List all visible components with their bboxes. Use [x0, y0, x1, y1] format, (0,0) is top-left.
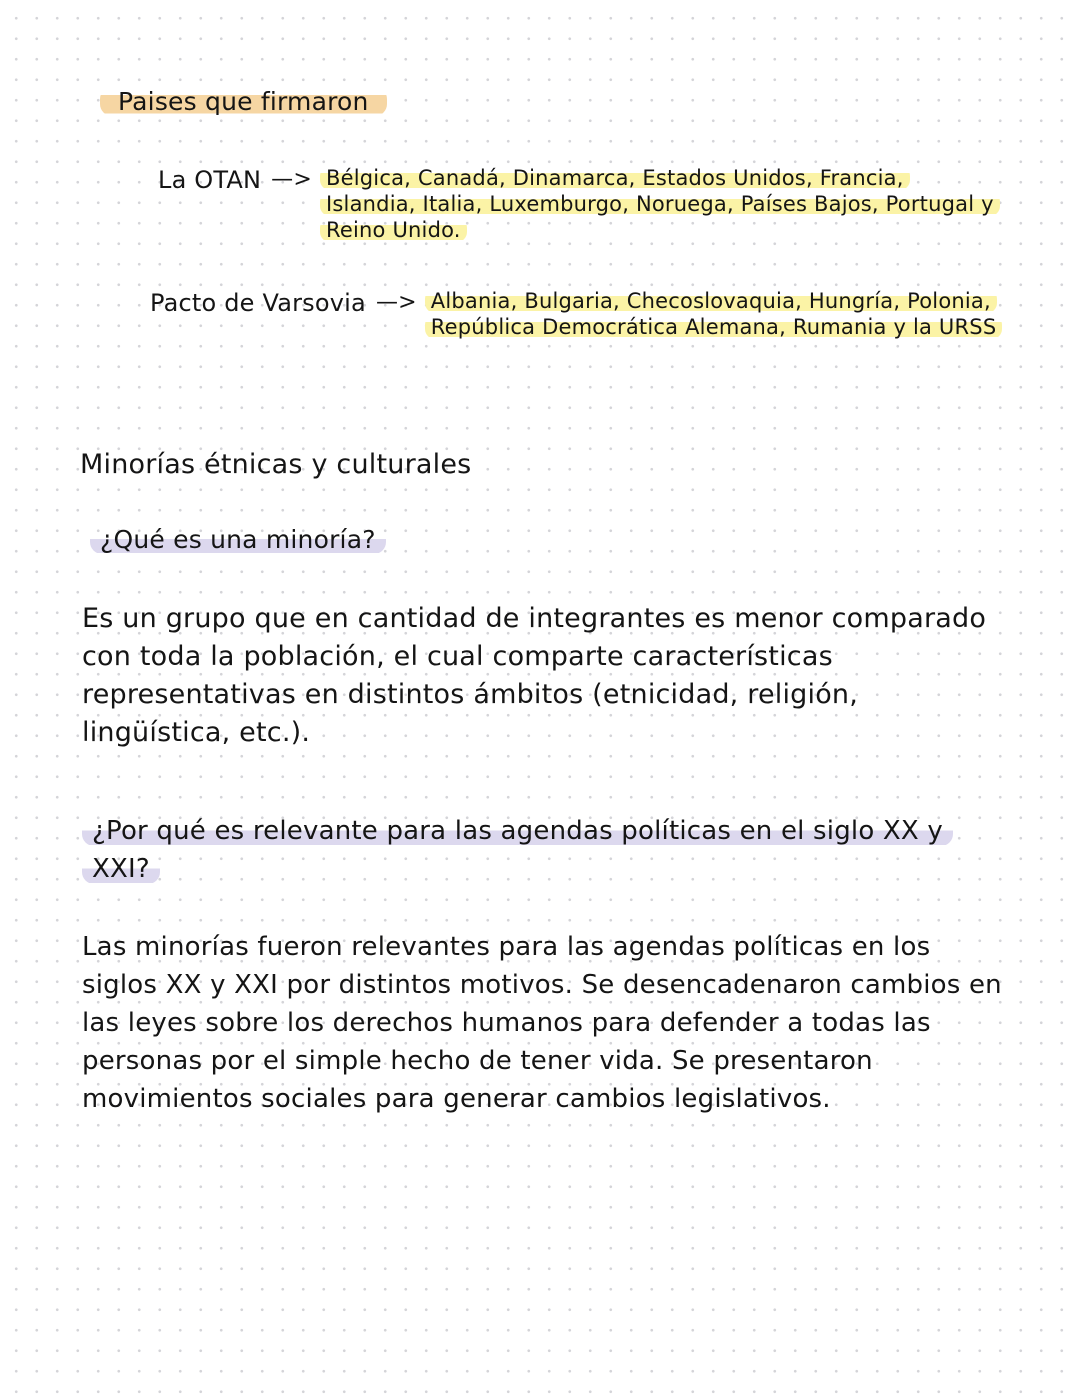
countries-title-text: Paises que firmaron: [100, 87, 387, 116]
varsovia-name: Pacto de Varsovia: [150, 289, 366, 317]
arrow-right-icon: —>: [271, 167, 313, 192]
otan-members: Bélgica, Canadá, Dinamarca, Estados Unidos, Francia, Islandia, Italia, Luxemburgo, Noruega, Países Bajos, Portugal y Reino Unido.: [320, 166, 1000, 242]
answer-2: Las minorías fueron relevantes para las agendas políticas en los siglos XX y XXI por distintos motivos. Se desencadenaron cambios en las leyes sobre los derechos humanos para defender a todas las personas por el simple hecho de tener vida. Se presentaron movimientos sociales para generar cambios legislativos.: [82, 932, 1002, 1114]
varsovia-entry: [150, 288, 1010, 340]
arrow-right-icon: —>: [375, 290, 417, 315]
question-2-text: ¿Por qué es relevante para las agendas políticas en el siglo XX y XXI?: [82, 816, 953, 884]
otan-entry: [158, 165, 998, 243]
varsovia-members-block: [425, 288, 1010, 340]
otan-members-block: [320, 165, 998, 243]
question-1: [90, 522, 386, 558]
minorities-heading: Minorías étnicas y culturales: [80, 449, 472, 480]
countries-title: [100, 84, 387, 120]
otan-name: La OTAN: [158, 166, 262, 194]
question-2: [82, 812, 982, 888]
question-1-text: ¿Qué es una minoría?: [90, 525, 386, 554]
answer-1: Es un grupo que en cantidad de integrantes es menor comparado con toda la población, el cual comparte características representativas en distintos ámbitos (etnicidad, religión, lingüística, etc.).: [82, 603, 987, 748]
varsovia-members: Albania, Bulgaria, Checoslovaquia, Hungría, Polonia, República Democrática Alemana, Rumania y la URSS: [425, 289, 1003, 339]
